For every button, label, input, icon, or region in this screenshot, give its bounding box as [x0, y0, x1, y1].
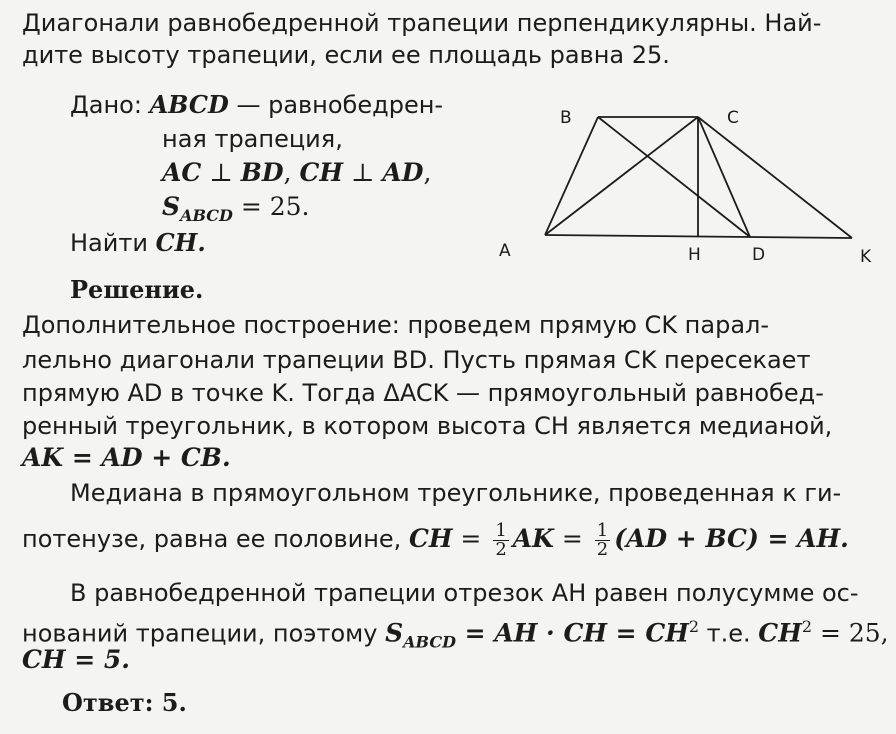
label-d: D — [752, 245, 766, 265]
solution-p1-line-1: Дополнительное построение: проведем прямую CK парал- — [22, 311, 770, 339]
given-perp-1: ⊥ — [209, 158, 233, 187]
frac-den-2: 2 — [596, 539, 609, 560]
solution-p1-line-3: прямую AD в точке K. Тогда ΔACK — прямоугольный равнобед- — [22, 379, 824, 407]
p2-eq-2: = — [553, 524, 591, 553]
given-bd: BD — [240, 158, 284, 187]
find-label: Найти — [70, 229, 148, 257]
given-s-eq: = 25. — [232, 192, 310, 221]
label-a: A — [499, 241, 511, 261]
label-h: H — [688, 245, 701, 265]
solution-p2-line-2 — [22, 522, 849, 559]
p3-mid: = AH · CH = CH — [455, 618, 689, 648]
fraction-half-1 — [493, 522, 508, 559]
p2-ch: CH — [408, 524, 453, 553]
p3-end: = 25, — [812, 618, 889, 648]
solution-heading: Решение. — [70, 275, 204, 304]
p3-s-sub: ABCD — [403, 632, 456, 652]
label-k: K — [860, 247, 872, 267]
p2-eq-1: = — [452, 524, 490, 553]
given-line-2: ная трапеция, — [162, 125, 343, 153]
p3-prefix: нований трапеции, поэтому — [22, 619, 386, 648]
p2-prefix: потенузе, равна ее половине, — [22, 525, 409, 553]
p3-s: S — [385, 618, 404, 648]
solution-p3-line-2 — [22, 612, 889, 657]
answer-value: 5. — [153, 688, 187, 717]
given-dash: — равнобедрен- — [228, 91, 444, 119]
frac-num-1: 1 — [495, 520, 507, 541]
solution-p1-line-5: AK = AD + CB. — [22, 443, 231, 472]
given-line-3: AC ⊥ BD, CH ⊥ AD, — [162, 158, 432, 187]
given-ch: CH — [299, 158, 343, 187]
line-ab — [545, 117, 598, 235]
given-ac: AC — [162, 158, 202, 187]
label-c: C — [727, 108, 739, 128]
solution-p1-line-2: лельно диагонали трапеции BD. Пусть прямая CK пересекает — [22, 346, 811, 374]
frac-num-2: 1 — [596, 520, 609, 541]
label-b: B — [560, 108, 572, 128]
fraction-half-2 — [595, 522, 610, 559]
p3-ch2: CH — [758, 618, 802, 648]
find-target: CH. — [155, 228, 206, 257]
solution-p1-line-4: ренный треугольник, в котором высота CH является медианой, — [22, 412, 833, 440]
p2-ak: AK — [512, 524, 554, 553]
p3-sup-2: 2 — [801, 617, 813, 636]
line-cd — [698, 117, 750, 237]
given-s-sub: ABCD — [180, 206, 233, 225]
line-ck — [698, 117, 852, 238]
p2-tail: (AD + BC) = AH. — [614, 524, 849, 553]
given-label: Дано: — [70, 91, 142, 119]
solution-p2-line-1: Медиана в прямоугольном треугольнике, проведенная к ги- — [70, 479, 842, 507]
solution-p3-line-3: CH = 5. — [22, 645, 130, 674]
diagram-lines — [545, 117, 852, 238]
solution-p3-line-1: В равнобедренной трапеции отрезок AH равен полусумме ос- — [70, 579, 859, 607]
p3-te: т.е. — [699, 619, 759, 648]
problem-line-2: дите высоту трапеции, если ее площадь равна 25. — [22, 41, 670, 69]
answer-label: Ответ: — [62, 688, 154, 717]
given-ad: AD — [382, 158, 424, 187]
given-s: S — [162, 192, 181, 221]
p3-sup-1: 2 — [688, 617, 700, 636]
answer-line — [62, 688, 187, 718]
given-perp-2: ⊥ — [350, 158, 375, 187]
problem-line-1: Диагонали равнобедренной трапеции перпендикулярны. Най- — [22, 9, 822, 37]
given-abcd: ABCD — [149, 90, 229, 119]
frac-den-1: 2 — [495, 539, 507, 560]
